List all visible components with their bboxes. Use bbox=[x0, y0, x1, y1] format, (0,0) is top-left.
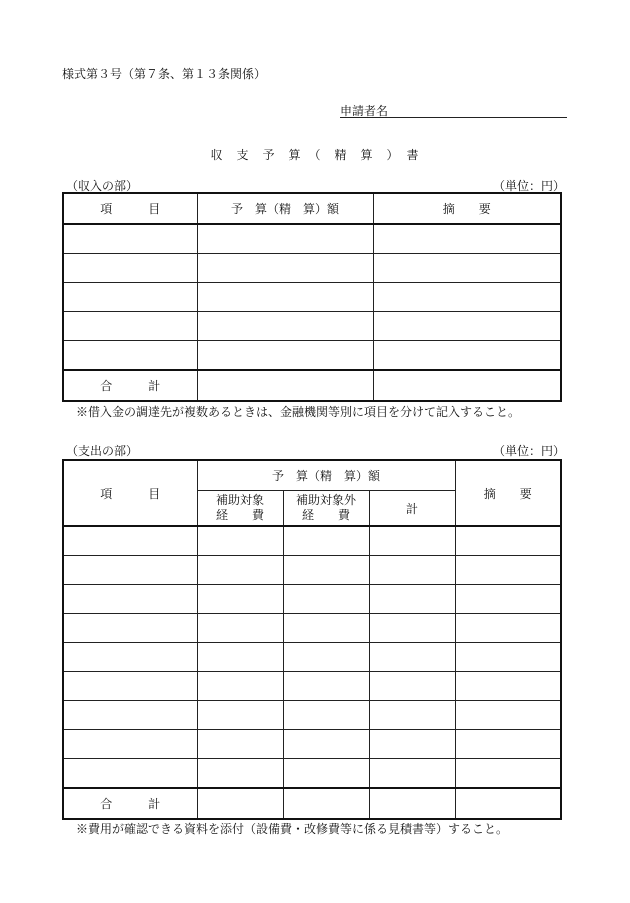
income-header-summary: 摘 要 bbox=[373, 193, 561, 224]
expense-subtotal-cell[interactable] bbox=[369, 701, 455, 730]
expense-table bbox=[62, 459, 562, 820]
expense-item-cell[interactable] bbox=[63, 585, 197, 614]
table-row bbox=[63, 730, 561, 759]
expense-summary-cell[interactable] bbox=[455, 556, 561, 585]
expense-non-subsidy-cell[interactable] bbox=[283, 556, 369, 585]
income-summary-cell[interactable] bbox=[373, 312, 561, 341]
expense-subsidy-cell[interactable] bbox=[197, 701, 283, 730]
expense-total-subsidy-cell[interactable] bbox=[197, 788, 283, 819]
table-row bbox=[63, 254, 561, 283]
expense-total-summary-cell[interactable] bbox=[455, 788, 561, 819]
expense-subsidy-cell[interactable] bbox=[197, 730, 283, 759]
table-row bbox=[63, 585, 561, 614]
expense-non-subsidy-cell[interactable] bbox=[283, 643, 369, 672]
expense-summary-cell[interactable] bbox=[455, 614, 561, 643]
subsidy-target-line2: 経 費 bbox=[215, 508, 264, 522]
expense-header-subtotal: 計 bbox=[369, 491, 455, 527]
expense-item-cell[interactable] bbox=[63, 526, 197, 556]
income-item-cell[interactable] bbox=[63, 312, 197, 341]
expense-subtotal-cell[interactable] bbox=[369, 759, 455, 789]
subsidy-target-line1: 補助対象 bbox=[215, 493, 264, 507]
table-row bbox=[63, 224, 561, 254]
expense-header-amount: 予 算（精 算）額 bbox=[197, 460, 455, 491]
income-summary-cell[interactable] bbox=[373, 224, 561, 254]
expense-summary-cell[interactable] bbox=[455, 672, 561, 701]
form-number: 様式第３号（第７条、第１３条関係） bbox=[62, 67, 267, 81]
non-subsidy-line2: 経 費 bbox=[301, 508, 350, 522]
expense-subtotal-cell[interactable] bbox=[369, 585, 455, 614]
income-summary-cell[interactable] bbox=[373, 283, 561, 312]
expense-subsidy-cell[interactable] bbox=[197, 759, 283, 789]
table-row bbox=[63, 556, 561, 585]
table-row bbox=[63, 672, 561, 701]
income-header-row bbox=[63, 193, 561, 224]
expense-note: ※費用が確認できる資料を添付（設備費・改修費等に係る見積書等）すること。 bbox=[76, 822, 509, 836]
income-table bbox=[62, 192, 562, 402]
expense-non-subsidy-cell[interactable] bbox=[283, 730, 369, 759]
income-summary-cell[interactable] bbox=[373, 341, 561, 371]
income-amount-cell[interactable] bbox=[197, 283, 373, 312]
expense-item-cell[interactable] bbox=[63, 701, 197, 730]
income-total-amount-cell[interactable] bbox=[197, 370, 373, 401]
income-total-row bbox=[63, 370, 561, 401]
income-amount-cell[interactable] bbox=[197, 341, 373, 371]
income-total-summary-cell[interactable] bbox=[373, 370, 561, 401]
expense-non-subsidy-cell[interactable] bbox=[283, 614, 369, 643]
expense-subsidy-cell[interactable] bbox=[197, 672, 283, 701]
table-row bbox=[63, 614, 561, 643]
expense-header-row bbox=[63, 460, 561, 491]
expense-subtotal-cell[interactable] bbox=[369, 643, 455, 672]
expense-item-cell[interactable] bbox=[63, 556, 197, 585]
expense-header-subsidy-target bbox=[197, 491, 283, 527]
expense-subtotal-cell[interactable] bbox=[369, 614, 455, 643]
expense-non-subsidy-cell[interactable] bbox=[283, 585, 369, 614]
table-row bbox=[63, 312, 561, 341]
expense-summary-cell[interactable] bbox=[455, 701, 561, 730]
expense-subsidy-cell[interactable] bbox=[197, 614, 283, 643]
applicant-label: 申請者名 bbox=[340, 104, 389, 118]
expense-non-subsidy-cell[interactable] bbox=[283, 701, 369, 730]
expense-total-subtotal-cell[interactable] bbox=[369, 788, 455, 819]
applicant-name-field[interactable] bbox=[340, 102, 567, 118]
table-row bbox=[63, 526, 561, 556]
income-amount-cell[interactable] bbox=[197, 312, 373, 341]
table-row bbox=[63, 643, 561, 672]
income-header-amount: 予 算（精 算）額 bbox=[197, 193, 373, 224]
expense-summary-cell[interactable] bbox=[455, 643, 561, 672]
income-unit-label: （単位：円） bbox=[492, 179, 565, 193]
expense-subsidy-cell[interactable] bbox=[197, 585, 283, 614]
expense-item-cell[interactable] bbox=[63, 614, 197, 643]
expense-subtotal-cell[interactable] bbox=[369, 672, 455, 701]
expense-non-subsidy-cell[interactable] bbox=[283, 526, 369, 556]
income-item-cell[interactable] bbox=[63, 341, 197, 371]
income-note: ※借入金の調達先が複数あるときは、金融機関等別に項目を分けて記入すること。 bbox=[76, 405, 521, 419]
income-amount-cell[interactable] bbox=[197, 254, 373, 283]
expense-header-item: 項 目 bbox=[63, 460, 197, 526]
expense-subsidy-cell[interactable] bbox=[197, 556, 283, 585]
expense-summary-cell[interactable] bbox=[455, 730, 561, 759]
income-section-label: （収入の部） bbox=[66, 179, 139, 193]
non-subsidy-line1: 補助対象外 bbox=[295, 493, 356, 507]
expense-total-label: 合 計 bbox=[63, 788, 197, 819]
expense-total-non-subsidy-cell[interactable] bbox=[283, 788, 369, 819]
expense-subtotal-cell[interactable] bbox=[369, 556, 455, 585]
table-row bbox=[63, 341, 561, 371]
expense-header-summary: 摘 要 bbox=[455, 460, 561, 526]
income-item-cell[interactable] bbox=[63, 224, 197, 254]
expense-item-cell[interactable] bbox=[63, 759, 197, 789]
expense-item-cell[interactable] bbox=[63, 672, 197, 701]
expense-section-label: （支出の部） bbox=[66, 444, 139, 458]
income-summary-cell[interactable] bbox=[373, 254, 561, 283]
expense-unit-label: （単位：円） bbox=[492, 444, 565, 458]
expense-header-non-subsidy bbox=[283, 491, 369, 527]
income-amount-cell[interactable] bbox=[197, 224, 373, 254]
income-item-cell[interactable] bbox=[63, 254, 197, 283]
expense-subsidy-cell[interactable] bbox=[197, 643, 283, 672]
table-row bbox=[63, 701, 561, 730]
income-header-item: 項 目 bbox=[63, 193, 197, 224]
expense-summary-cell[interactable] bbox=[455, 585, 561, 614]
expense-subtotal-cell[interactable] bbox=[369, 730, 455, 759]
expense-summary-cell[interactable] bbox=[455, 759, 561, 789]
expense-item-cell[interactable] bbox=[63, 643, 197, 672]
expense-summary-cell[interactable] bbox=[455, 526, 561, 556]
expense-total-row bbox=[63, 788, 561, 819]
expense-non-subsidy-cell[interactable] bbox=[283, 672, 369, 701]
expense-subtotal-cell[interactable] bbox=[369, 526, 455, 556]
table-row bbox=[63, 759, 561, 789]
table-row bbox=[63, 283, 561, 312]
expense-subsidy-cell[interactable] bbox=[197, 526, 283, 556]
expense-non-subsidy-cell[interactable] bbox=[283, 759, 369, 789]
expense-item-cell[interactable] bbox=[63, 730, 197, 759]
income-total-label: 合 計 bbox=[63, 370, 197, 401]
income-item-cell[interactable] bbox=[63, 283, 197, 312]
document-title: 収 支 予 算 （ 精 算 ） 書 bbox=[210, 148, 420, 162]
